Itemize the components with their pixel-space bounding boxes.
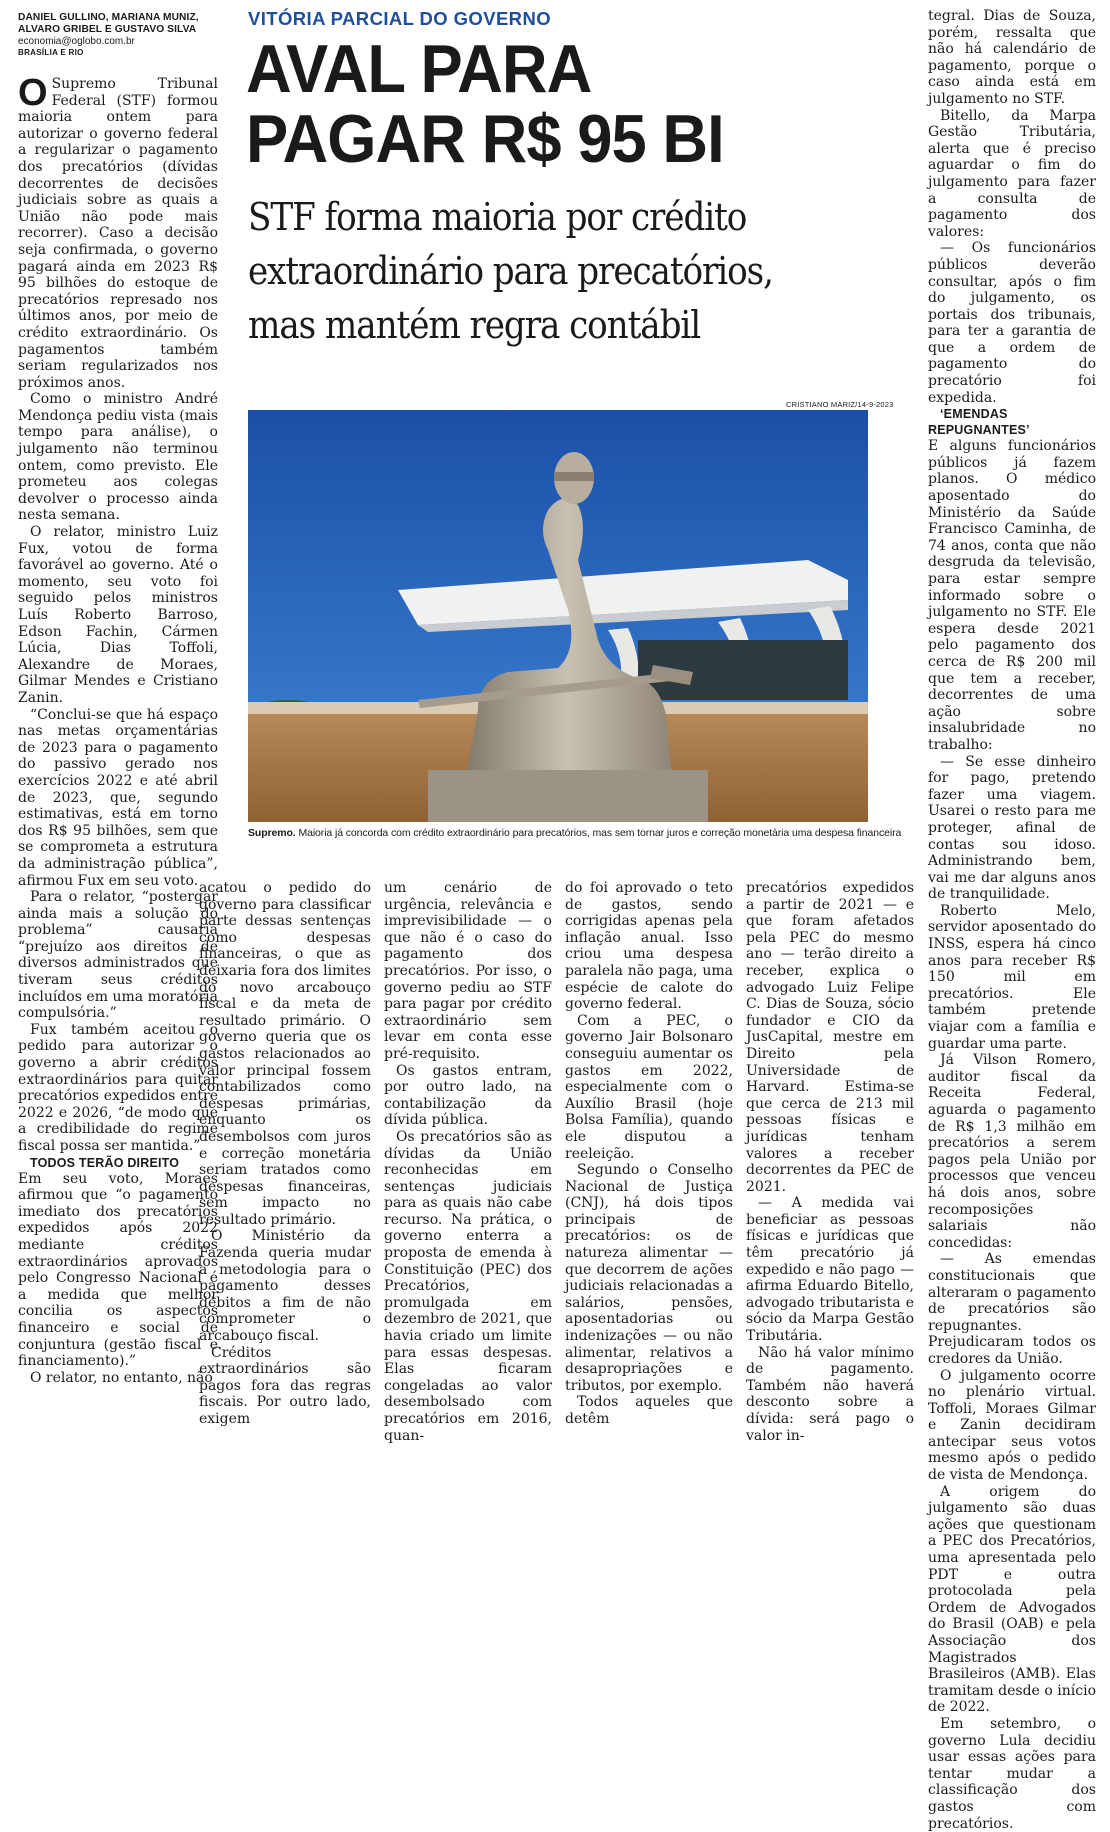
caption-label: Supremo. [248, 827, 296, 839]
paragraph: precatórios expedidos a partir de 2021 — e que foram afetados pela PEC do mesmo ano — terão direito a receber, explica o advogado Luiz Felipe C. Dias de Souza, sócio fundador e CIO da JusCapital, mestre em Direito pela Universidade de Harvard. Estima-se que cerca de 213 mil pessoas físicas e jurídicas tenham valores a receber decorrentes da PEC de 2021. [746, 880, 914, 1195]
subhead-emendas-repugnantes: ‘EMENDAS REPUGNANTES’ [928, 407, 1030, 438]
drop-cap: O [18, 72, 48, 114]
paragraph: O Ministério da Fazenda queria mudar a metodologia para o pagamento desses débitos a fim de não comprometer o arcabouço fiscal. [199, 1228, 371, 1345]
photo-credit: CRISTIANO MARIZ/14-9-2023 [786, 400, 894, 409]
photo-justice-statue [248, 410, 868, 822]
kicker: VITÓRIA PARCIAL DO GOVERNO [248, 8, 551, 29]
paragraph: acatou o pedido do governo para classificar parte dessas sentenças como despesas financeiras, o que as deixaria fora dos limites do novo arcabouço fiscal e da meta de resultado primário. O governo queria que os gastos relacionados ao valor principal fossem contabilizados como despesas primárias, enquanto os desembolsos com juros e correção monetária seriam tratados como despesas financeiras, sem impacto no resultado primário. [199, 880, 371, 1228]
byline [18, 12, 218, 58]
paragraph: Segundo o Conselho Nacional de Justiça (CNJ), há dois tipos principais de precatórios: os de natureza alimentar — que decorrem de ações judiciais relacionadas a salários, pensões, aposentadorias ou indenizações — ou não alimentar, relativos a desapropriações e tributos, por exemplo. [565, 1162, 733, 1394]
byline-names-line-1: DANIEL GULLINO, MARIANA MUNIZ, [18, 12, 199, 23]
headline-line-2: PAGAR R$ 95 BI [246, 101, 724, 177]
deck-line-1: STF forma maioria por crédito [248, 195, 747, 239]
paragraph: — As emendas constitucionais que alteraram o pagamento de precatórios são repugnantes. Prejudicaram todos os credores da União. [928, 1251, 1096, 1367]
paragraph: Os gastos entram, por outro lado, na contabilização da dívida pública. [384, 1062, 552, 1129]
paragraph: um cenário de urgência, relevância e imprevisibilidade — o que não é o caso do pagamento dos precatórios. Por isso, o governo pediu ao STF para pagar por crédito extraordinário sem levar em conta esse pré-requisito. [384, 880, 552, 1062]
paragraph: — Os funcionários públicos deverão consultar, após o fim do julgamento, os portais dos tribunais, para ter a garantia de que a ordem de pagamento do precatório foi expedida. [928, 240, 1096, 406]
paragraph: Roberto Melo, servidor aposentado do INSS, espera há cinco anos para receber R$ 150 mil em precatórios. Ele também pretende viajar com a família e guardar uma parte. [928, 902, 1096, 1052]
byline-names-line-2: ALVARO GRIBEL E GUSTAVO SILVA [18, 24, 197, 35]
paragraph: — A medida vai beneficiar as pessoas físicas e jurídicas que têm precatório já expedido e não pago — afirma Eduardo Bitello, advogado tributarista e sócio da Marpa Gestão Tributária. [746, 1195, 914, 1345]
paragraph: O relator, ministro Luiz Fux, votou de forma favorável ao governo. Até o momento, seu voto foi seguido pelos ministros Luís Roberto Barroso, Edson Fachin, Cármen Lúcia, Dias Toffoli, Alexandre de Moraes, Gilmar Mendes e Cristiano Zanin. [18, 524, 218, 706]
photo-caption [248, 827, 902, 839]
deck-line-3: mas mantém regra contábil [248, 303, 701, 347]
paragraph: Todos aqueles que detêm [565, 1394, 733, 1427]
paragraph: Já Vilson Romero, auditor fiscal da Receita Federal, aguarda o pagamento de R$ 1,3 milhão em precatórios a serem pagos pela União por processos que venceu há dois anos, sobre recomposições salariais não concedidas: [928, 1052, 1096, 1251]
article-column-3 [384, 880, 552, 1444]
paragraph: O relator, no entanto, não [30, 1369, 213, 1386]
paragraph: Como o ministro André Mendonça pediu vista (mais tempo para análise), o julgamento não terminou ontem, como previsto. Ele prometeu aos colegas devolver o processo ainda nesta semana. [18, 391, 218, 524]
article-column-4 [565, 880, 733, 1428]
paragraph: Para o relator, “postergar ainda mais a solução do problema” causaria “prejuízo aos direitos de diversos administrados que tiveram seus créditos incluídos em uma moratória compulsória.” [18, 889, 218, 1022]
paragraph: Fux também aceitou o pedido para autorizar o governo a abrir créditos extraordinários para quitar precatórios expedidos entre 2022 e 2026, “de modo que a credibilidade do regime fiscal possa ser mantida.” [18, 1021, 218, 1154]
paragraph: — Se esse dinheiro for pago, pretendo fazer uma viagem. Usarei o resto para me proteger, afinal de contas sou idoso. Administrando bem, vai me dar alguns anos de tranquilidade. [928, 753, 1096, 903]
statue-illustration [248, 410, 868, 822]
headline [246, 31, 841, 177]
deck-line-2: extraordinário para precatórios, [248, 249, 773, 293]
paragraph: A origem do julgamento são duas ações que questionam a PEC dos Precatórios, uma apresentada pelo PDT e outra protocolada pela Ordem de Advogados do Brasil (OAB) e pela Associação dos Magistrados Brasileiros (AMB). Elas tramitam desde o início de 2022. [928, 1483, 1096, 1716]
caption-text: Maioria já concorda com crédito extraordinário para precatórios, mas sem tornar juros e correção monetária uma despesa financeira [295, 827, 902, 839]
paragraph: Bitello, da Marpa Gestão Tributária, alerta que é preciso aguardar o fim do julgamento para fazer a consulta de pagamento dos valores: [928, 107, 1096, 240]
article-column-6 [928, 8, 1096, 1832]
paragraph: O julgamento ocorre no plenário virtual. Toffoli, Moraes Gilmar e Zanin decidiram antecipar seus votos mesmo após o pedido de vista de Mendonça. [928, 1367, 1096, 1484]
lead-text: Supremo Tribunal Federal (STF) formou maioria ontem para autorizar o governo federal a regularizar o pagamento dos precatórios (dívidas decorrentes de decisões judiciais sobre as quais a União não pode mais recorrer). Caso a decisão seja confirmada, o governo pagará ainda em 2023 R$ 95 bilhões do estoque de precatórios represado nos últimos anos, por meio de crédito extraordinário. Os pagamentos também seriam regularizados nos próximos anos. [18, 76, 218, 391]
article-column-1 [18, 72, 218, 1386]
paragraph: Em seu voto, Moraes afirmou que “o pagamento imediato dos precatórios expedidos após 2022 mediante créditos extraordinários aprovados pelo Congresso Nacional é a medida que melhor concilia os aspectos financeiro e social de conjuntura (gestão fiscal e financiamento).” [18, 1170, 218, 1370]
paragraph: do foi aprovado o teto de gastos, sendo corrigidas apenas pela inflação anual. Isso criou uma despesa paralela não paga, uma espécie de calote do governo federal. [565, 880, 733, 1013]
paragraph: Os precatórios são as dívidas da União reconhecidas em sentenças judiciais para as quais não cabe recurso. Na prática, o governo enterra a proposta de emenda à Constituição (PEC) dos Precatórios, promulgada em dezembro de 2021, que havia criado um limite para essas despesas. Elas ficaram congeladas ao valor desembolsado com precatórios em 2016, quan- [384, 1128, 552, 1444]
byline-email[interactable]: economia@oglobo.com.br [18, 36, 135, 47]
article-column-2 [199, 880, 371, 1428]
paragraph: Créditos extraordinários são pagos fora das regras fiscais. Por outro lado, exigem [199, 1344, 371, 1427]
deck [248, 190, 824, 352]
paragraph: E alguns funcionários públicos já fazem planos. O médico aposentado do Ministério da Saúde Francisco Caminha, de 74 anos, conta que não desgruda da televisão, para estar sempre informado sobre o julgamento no STF. Ele espera desde 2021 pelo pagamento dos cerca de R$ 200 mil que tem a receber, decorrentes de uma ação sobre insalubridade no trabalho: [928, 438, 1096, 753]
byline-place: BRASÍLIA E RIO [18, 48, 84, 57]
article-column-5 [746, 880, 914, 1444]
headline-line-1: AVAL PARA [246, 31, 592, 107]
subhead-todos-terao-direito: TODOS TERÃO DIREITO [30, 1155, 180, 1170]
paragraph: “Conclui-se que há espaço nas metas orçamentárias de 2023 para o pagamento do passivo gerado nos exercícios 2022 e até abril de 2023, que, segundo estimativas, está em torno dos R$ 95 bilhões, sem que se comprometa a estrutura da administração pública”, afirmou Fux em seu voto. [18, 706, 218, 889]
paragraph: tegral. Dias de Souza, porém, ressalta que não há calendário de pagamento, porque o caso ainda está em julgamento no STF. [928, 8, 1096, 107]
paragraph: Em setembro, o governo Lula decidiu usar essas ações para tentar mudar a classificação dos gastos com precatórios. [928, 1715, 1096, 1832]
paragraph: Não há valor mínimo de pagamento. Também não haverá desconto sobre a dívida: será pago o valor in- [746, 1344, 914, 1444]
lead-paragraph [18, 72, 218, 391]
paragraph: Com a PEC, o governo Jair Bolsonaro conseguiu aumentar os gastos em 2022, especialmente com o Auxílio Brasil (hoje Bolsa Família), quando ele disputou a reeleição. [565, 1012, 733, 1162]
